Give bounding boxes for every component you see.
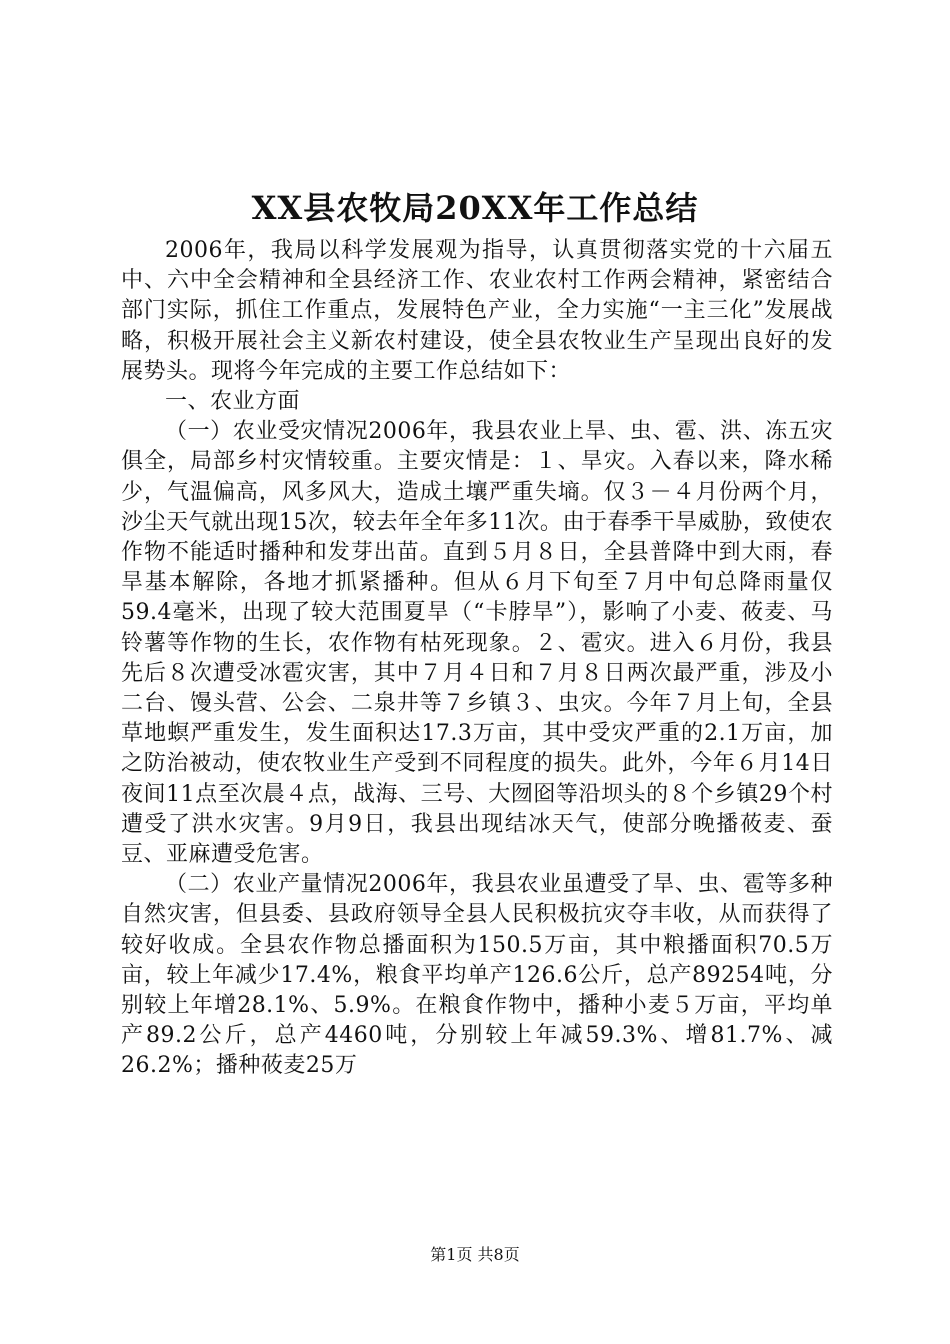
document-title: XX县农牧局20XX年工作总结: [251, 189, 699, 227]
intro-paragraph: 2006年，我局以科学发展观为指导，认真贯彻落实党的十六届五中、六中全会精神和全县经济工作、农业农村工作两会精神，紧密结合部门实际，抓住工作重点，发展特色产业，全力实施“一主三化”发展战略，积极开展社会主义新农村建设，使全县农牧业生产呈现出良好的发展势头。现将今年完成的主要工作总结如下：: [121, 238, 833, 384]
page-footer: 第1页 共8页: [430, 1245, 520, 1264]
output-paragraph: （二）农业产量情况2006年，我县农业虽遭受了旱、虫、雹等多种自然灾害，但县委、县政府领导全县人民积极抗灾夺丰收，从而获得了较好收成。全县农作物总播面积为150.5万亩，其中粮播面积70.5万亩，较上年减少17.4%，粮食平均单产126.6公斤，总产89254吨，分别较上年增28.1%、5.9%。在粮食作物中，播种小麦５万亩，平均单产89.2公斤，总产4460吨，分别较上年减59.3%、增81.7%、减26.2%；播种莜麦25万: [121, 872, 833, 1079]
disaster-paragraph: （一）农业受灾情况2006年，我县农业上旱、虫、雹、洪、冻五灾俱全，局部乡村灾情较重。主要灾情是：１、旱灾。入春以来，降水稀少，气温偏高，风多风大，造成土壤严重失墒。仅３－４月份两个月，沙尘天气就出现15次，较去年全年多11次。由于春季干旱威胁，致使农作物不能适时播种和发芽出苗。直到５月８日，全县普降中到大雨，春旱基本解除，各地才抓紧播种。但从６月下旬至７月中旬总降雨量仅59.4毫米，出现了较大范围夏旱（“卡脖旱”），影响了小麦、莜麦、马铃薯等作物的生长，农作物有枯死现象。２、雹灾。进入６月份，我县先后８次遭受冰雹灾害，其中７月４日和７月８日两次最严重，涉及小二台、馒头营、公会、二泉井等７乡镇３、虫灾。今年７月上旬，全县草地螟严重发生，发生面积达17.3万亩，其中受灾严重的2.1万亩，加之防治被动，使农牧业生产受到不同程度的损失。此外，今年６月14日夜间11点至次晨４点，战海、三号、大囫囵等沿坝头的８个乡镇29个村遭受了洪水灾害。9月9日，我县出现结冰天气，使部分晚播莜麦、蚕豆、亚麻遭受危害。: [121, 419, 833, 868]
section-heading-agriculture: 一、农业方面: [165, 389, 301, 415]
document-body: [121, 236, 833, 1082]
